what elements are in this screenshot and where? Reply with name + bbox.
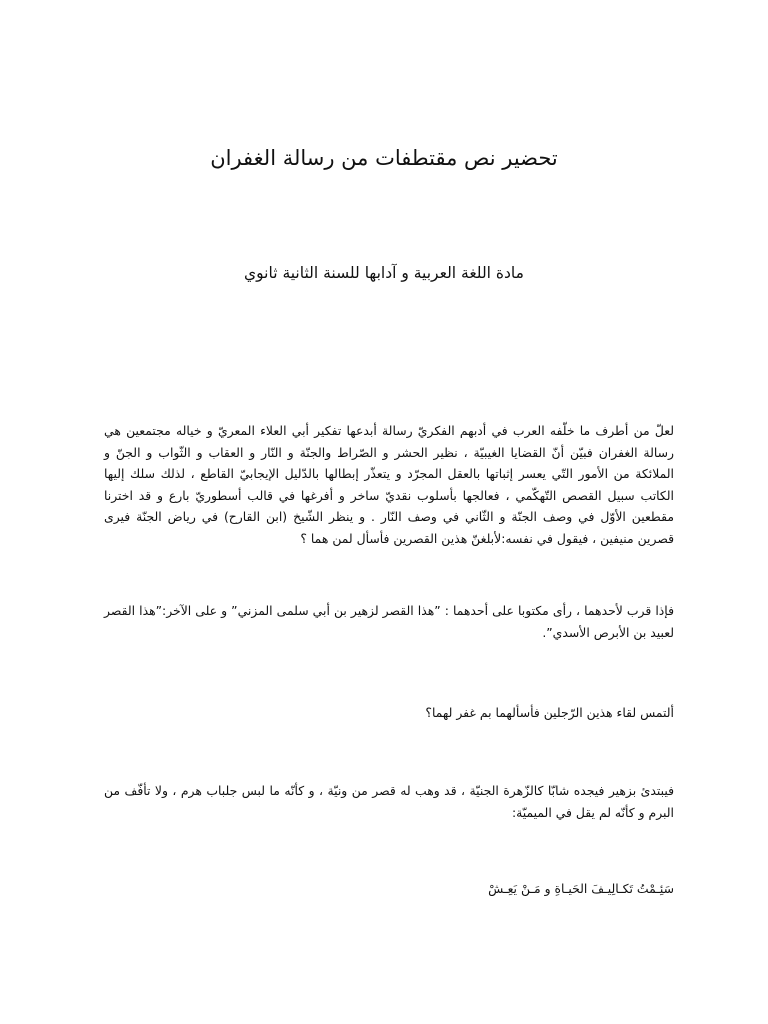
- paragraph-intro: لعلّ من أطرف ما خلّفه العرب في أدبهم الفكريّ رسالة أبدعها تفكير أبي العلاء المعريّ و خياله مجتمعين هي رسالة الغفران فبيّن أنّ القضايا الغيبيّة ، نظير الحشر و الصّراط والجنّة و النّار و العقاب و الثّواب و الجنّ و الملائكة من الأمور التّي يعسر إثباتها بالعقل المجرّد و يتعذّر إبطالها بالدّليل الإيجابيّ القاطع ، لذلك سلك إليها الكاتب سبيل القصص التّهكّمي ، فعالجها بأسلوب نقديّ ساخر و أفرغها في قالب أسطوريّ بارع و قد اخترنا مقطعين الأوّل في وصف الجنّة و الثّاني في وصف النّار . و ينظر الشّيخ (ابن القارح) في رياض الجنّة فيرى قصرين منيفين ، فيقول في نفسه:لأبلغنّ هذين القصرين فأسأل لمن هما ؟: [104, 423, 674, 546]
- document-subtitle: مادة اللغة العربية و آدابها للسنة الثانية ثانوي: [244, 264, 524, 282]
- poem-verse: سَئِـمْتُ تَكـالِيـفَ الحَيـاةِ و مَـنْ يَعِـشْ: [488, 881, 674, 896]
- document-title: تحضير نص مقتطفات من رسالة الغفران: [210, 146, 558, 170]
- paragraph-zuhair: فيبتدئ بزهير فيجده شابّا كالزّهرة الجنيّة ، قد وهب له قصر من ونيّة ، و كأنّه ما لبس جلباب هرم ، ولا تأفّف من البرم و كأنّه لم يقل في الميميّة:: [104, 783, 674, 820]
- paragraph-question: ألتمس لقاء هذين الرّجلين فأسألهما بم غفر لهما؟: [425, 705, 674, 720]
- paragraph-inscriptions: فإذا قرب لأحدهما ، رأى مكتوبا على أحدهما : ”هذا القصر لزهير بن أبي سلمى المزني” و على الآخر:”هذا القصر لعبيد بن الأبرص الأسدي”.: [104, 603, 674, 640]
